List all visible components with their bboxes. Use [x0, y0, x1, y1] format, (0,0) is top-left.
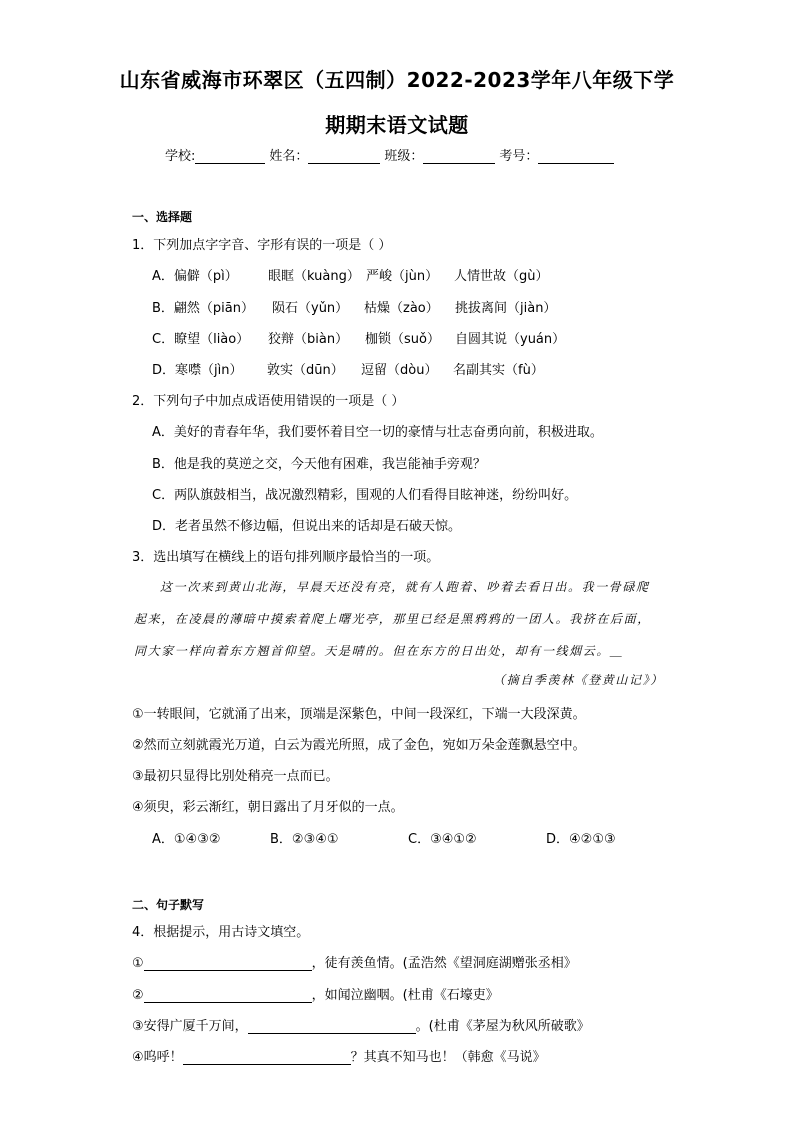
- question-2-option-c[interactable]: C．两队旗鼓相当，战况激烈精彩，围观的人们看得目眩神迷，纷纷叫好。: [152, 488, 578, 503]
- option-cell: 敦实（dūn）: [267, 363, 344, 378]
- option-cell: 枯燥（zào）: [364, 301, 439, 316]
- option-cell: 人情世故（gù）: [454, 269, 549, 284]
- question-4-stem: 4．根据提示，用古诗文填空。: [132, 925, 310, 940]
- fill-item-4: [132, 1046, 546, 1065]
- fill-prefix: ①: [132, 956, 144, 971]
- fill-prefix: ③安得广厦千万间，: [132, 1019, 248, 1034]
- name-blank[interactable]: [308, 150, 380, 164]
- answer-blank[interactable]: [144, 956, 312, 971]
- question-1-option-d[interactable]: [152, 359, 544, 378]
- option-cell: 狡辩（biàn）: [268, 332, 349, 347]
- answer-blank[interactable]: [248, 1019, 416, 1034]
- school-label: 学校:: [165, 149, 196, 164]
- question-2-option-b[interactable]: B．他是我的莫逆之交，今天他有困难，我岂能袖手旁观？: [152, 457, 486, 472]
- passage-line: 起来，在凌晨的薄暗中摸索着爬上曙光亭，那里已经是黑鸦鸦的一团人。我挤在后面，: [134, 612, 651, 626]
- option-cell: D．寒噤（jìn）: [152, 363, 243, 378]
- question-1-option-c[interactable]: [152, 328, 565, 347]
- fill-item-3: [132, 1015, 590, 1034]
- fill-suffix: ，如闻泣幽咽。(杜甫《石壕吏》: [311, 988, 499, 1003]
- question-1-option-a[interactable]: [152, 265, 549, 284]
- passage-line: 这一次来到黄山北海，早晨天还没有亮，就有人跑着、吵着去看日出。我一骨碌爬: [160, 580, 650, 594]
- fill-item-2: [132, 984, 499, 1003]
- exam-title-line-2: 期期末语文试题: [325, 113, 469, 137]
- option-cell: 自圆其说（yuán）: [455, 332, 566, 347]
- option-cell: 枷锁（suǒ）: [365, 332, 440, 347]
- choice-a[interactable]: A．①④③②: [152, 832, 221, 847]
- fill-prefix: ④呜呼！: [132, 1050, 183, 1065]
- fill-item-1: [132, 952, 577, 971]
- fill-prefix: ②: [132, 988, 144, 1003]
- option-cell: 挑拔离间（jiàn）: [455, 301, 557, 316]
- name-label: 姓名：: [269, 149, 309, 164]
- class-label: 班级：: [384, 149, 424, 164]
- number-blank[interactable]: [538, 150, 614, 164]
- option-cell: 逗留（dòu）: [361, 363, 438, 378]
- question-3-stem: 3．选出填写在横线上的语句排列顺序最恰当的一项。: [132, 550, 440, 565]
- question-1-option-b[interactable]: [152, 297, 556, 316]
- option-cell: B．翩然（piān）: [152, 301, 254, 316]
- choice-d[interactable]: D．④②①③: [546, 832, 616, 847]
- choice-c[interactable]: C．③④①②: [408, 832, 477, 847]
- class-blank[interactable]: [423, 150, 495, 164]
- section-title-choice: 一、选择题: [132, 210, 193, 224]
- passage-source: （摘自季羡林《登黄山记》）: [493, 673, 664, 687]
- fill-suffix: 。(杜甫《茅屋为秋风所破歌》: [415, 1019, 590, 1034]
- answer-blank[interactable]: [144, 988, 312, 1003]
- option-cell: A．偏僻（pì）: [152, 269, 238, 284]
- sentence-item: ③最初只显得比别处稍亮一点而已。: [132, 769, 339, 784]
- question-2-option-d[interactable]: D．老者虽然不修边幅，但说出来的话却是石破天惊。: [152, 519, 462, 534]
- question-3-choices: [152, 828, 616, 847]
- school-blank[interactable]: [195, 150, 265, 164]
- sentence-item: ①一转眼间，它就涌了出来，顶端是深紫色，中间一段深红，下端一大段深黄。: [132, 707, 586, 722]
- option-cell: 眼眶（kuàng）: [268, 269, 360, 284]
- question-1-stem: 1．下列加点字字音、字形有误的一项是（ ）: [132, 238, 392, 253]
- section-title-recitation: 二、句子默写: [132, 898, 205, 912]
- choice-b[interactable]: B．②③④①: [270, 832, 339, 847]
- option-cell: 陨石（yǔn）: [272, 301, 349, 316]
- option-cell: 名副其实（fù）: [453, 363, 544, 378]
- question-2-option-a[interactable]: A．美好的青春年华，我们要怀着目空一切的豪情与壮志奋勇向前，积极进取。: [152, 425, 603, 440]
- question-2-stem: 2．下列句子中加点成语使用错误的一项是（ ）: [132, 394, 405, 409]
- sentence-item: ②然而立刻就霞光万道，白云为霞光所照，成了金色，宛如万朵金莲飘悬空中。: [132, 738, 586, 753]
- number-label: 考号：: [499, 149, 539, 164]
- fill-suffix: ，徒有羡鱼情。(孟浩然《望洞庭湖赠张丞相》: [311, 956, 577, 971]
- student-info-row: [165, 145, 618, 164]
- passage-line: 同大家一样向着东方翘首仰望。天是晴的。但在东方的日出处，却有一线烟云。＿: [134, 644, 624, 658]
- option-cell: 严峻（jùn）: [366, 269, 439, 284]
- option-cell: C．瞭望（liào）: [152, 332, 250, 347]
- sentence-item: ④须臾，彩云渐红，朝日露出了月牙似的一点。: [132, 800, 404, 815]
- answer-blank[interactable]: [183, 1050, 351, 1065]
- exam-title-line-1: 山东省威海市环翠区（五四制）2022-2023学年八年级下学: [119, 68, 675, 92]
- fill-suffix: ？其真不知马也！（韩愈《马说》: [350, 1050, 546, 1065]
